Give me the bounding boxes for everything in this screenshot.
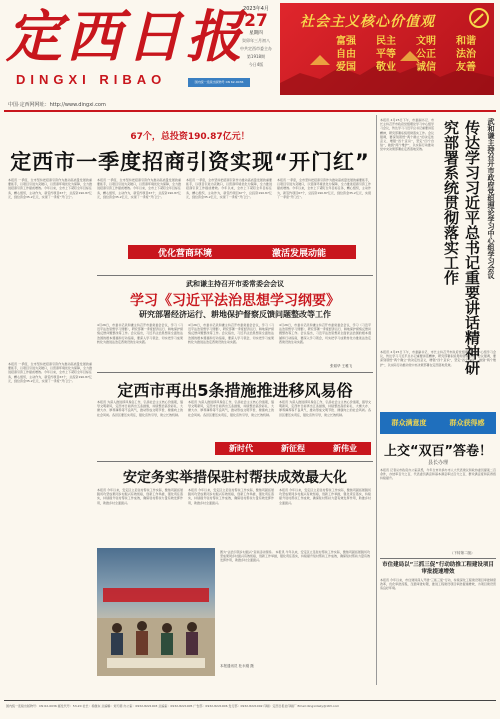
study-reporter: 张韬华 王雅飞 — [330, 364, 353, 368]
study-headline: 学习《习近平法治思想学习纲要》 — [130, 293, 340, 309]
value-word: 富强 — [336, 36, 356, 47]
photo-people-illustration — [97, 548, 215, 676]
news-photo — [97, 548, 215, 676]
masthead-rule — [4, 110, 496, 112]
lunar-date: 癸卯年三月初八 — [242, 38, 270, 43]
newspaper-title: 定西日报 — [6, 4, 246, 70]
measures-slogan-band — [215, 442, 371, 455]
footer-rule — [4, 700, 496, 701]
page-count: 今日4版 — [248, 62, 264, 67]
lead-subhead: 67个，总投资190.87亿元！ — [130, 132, 250, 142]
security-body-col1: 本报讯 今年以来，安定区立足驻村帮扶工作实际，聚焦巩固拓展脱贫攻坚成果同乡村振兴有效衔接，创新工作举措，强化责任落实，持续提升驻村帮扶工作成效，确保驻村帮扶力量有效发挥作用，助推乡村全面振兴。 — [97, 488, 183, 505]
value-word: 自由 — [336, 49, 356, 60]
side-body: 本报讯 记者从市政府办公室获悉，今年全市共承办市人大代表建议和政协委员提案二百余件，办结率百分之百，代表委员满意和基本满意率达百分之百，群众满意度和获得感持续提升。 — [380, 468, 496, 481]
photo-caption-body — [220, 550, 370, 660]
value-word: 爱国 — [336, 62, 356, 73]
value-word: 民主 — [376, 36, 396, 47]
right-body-top: 本报讯 4月25日下午，市委副书记、市长主持召开市政府党组理论学习中心组学习会议，传达学习习近平总书记重要讲话精神，研究部署系统贯彻落实工作。会议强调，要深刻领悟“两个确立”的决定性意义，增强“四个意识”，坚定“四个自信”，做到“两个维护”，以实际行动推动党中央决策部署在定西落地见效。 — [380, 118, 434, 152]
side-blue-banner — [380, 412, 496, 434]
core-values-banner — [280, 3, 494, 95]
weekday: 星期四 — [249, 31, 263, 36]
left-col-body: 本报讯 一季度，全市坚持把招商引资作为推动高质量发展的重要抓手，以项目引进为突破口，以营商环境优化为保障，全力推进招商引资工作提质增效。今年以来，全市上下紧盯全年目标任务，精心组织，主动作为，新签约项目67个，总投资190.87亿元，到位资金35.2亿元，实现了一季度“开门红”。 — [8, 362, 92, 383]
value-word: 和谐 — [456, 36, 476, 47]
date-year: 2023年4月 — [243, 6, 269, 12]
security-headline: 安定务实举措保驻村帮扶成效最大化 — [123, 470, 347, 486]
core-values-slogan: 社会主义核心价值观 — [300, 14, 435, 30]
value-word: 诚信 — [416, 62, 436, 73]
security-body-col2: 本报讯 今年以来，安定区立足驻村帮扶工作实际，聚焦巩固拓展脱贫攻坚成果同乡村振兴有效衔接，创新工作举措，强化责任落实，持续提升驻村帮扶工作成效，确保驻村帮扶力量有效发挥作用，助推乡村全面振兴。 — [188, 488, 274, 505]
band-phrase: 优化营商环境 — [157, 248, 212, 259]
masthead — [0, 0, 500, 98]
band-phrase: 新时代 — [229, 444, 253, 453]
column-divider — [376, 115, 377, 685]
band-phrase: 激活发展动能 — [271, 248, 326, 259]
website-line: 中国·定西网网址：http://www.dingxi.com — [8, 102, 106, 108]
lead-headline: 定西市一季度招商引资实现“开门红” — [10, 150, 370, 174]
cn-code: 国内统一连续出版物号 CN 62-0036 — [194, 80, 244, 84]
core-values-grid — [336, 35, 476, 74]
divider — [97, 275, 373, 276]
value-word: 文明 — [416, 36, 436, 47]
sponsor: 中共定西市委主办 — [240, 46, 272, 51]
photo-body: 本报讯 今年以来，安定区立足驻村帮扶工作实际，聚焦巩固拓展脱贫攻坚成果同乡村振兴有效衔接，创新工作举措，强化责任落实，持续提升驻村帮扶工作成效，确保驻村帮扶力量有效发挥作用，助推乡村全面振兴。 — [220, 550, 370, 563]
value-word: 敬业 — [376, 62, 396, 73]
photo-credit: 本报通讯员 杜永刚 摄 — [220, 664, 254, 668]
side-subhead: 县长办理 — [427, 460, 448, 466]
newspaper-pinyin: DINGXI RIBAO — [16, 72, 167, 87]
measures-body-col2: 本报讯 为深入推进移风易俗工作，弘扬社会主义核心价值观，倡导文明新风，定西市日前再出五条措施，持续整治高价彩礼、大操大办、厚葬薄养等不良风气，推动形成文明节俭、健康向上的社会风尚。各县区要压实责任，强化宣传引导，建立长效机制。 — [188, 400, 274, 417]
measures-headline: 定西市再出5条措施推进移风易俗 — [117, 381, 353, 400]
value-word: 平等 — [376, 49, 396, 60]
side-headline: 上交“双百”答卷！ — [383, 444, 493, 459]
study-kicker: 武和谦主持召开市委常委会会议 — [186, 280, 284, 288]
date-day: 27 — [244, 11, 268, 31]
band-phrase: 新征程 — [281, 444, 305, 453]
divider — [380, 558, 496, 559]
study-body-col3: 4月26日，市委书记武和谦主持召开市委常委会会议，学习《习近平法治思想学习纲要》，研究部署一季度经济运行、耕地保护督察反馈问题整改等工作。会议指出，习近平法治思想是全面依法治国的根本遵循和行动指南，要深入学习领会，切实把学习成果转化为推进法治定西建设的生动实践。 — [279, 323, 371, 344]
bottom-right-body: 本报讯 今年以来，市住建局深入开展“三抓三促”行动，持续深化工程建设项目审批制度改革，优化审批流程，压缩审批时限，推进工程建设项目审批提速增效，为项目建设营造良好环境。 — [380, 578, 496, 591]
value-word: 友善 — [456, 62, 476, 73]
continue-note: （下转第二版） — [450, 551, 475, 555]
date-box — [232, 5, 280, 87]
measures-body-col3: 本报讯 为深入推进移风易俗工作，弘扬社会主义核心价值观，倡导文明新风，定西市日前再出五条措施，持续整治高价彩礼、大操大办、厚葬薄养等不良风气，推动形成文明节俭、健康向上的社会风尚。各县区要压实责任，强化宣传引导，建立长效机制。 — [279, 400, 371, 417]
lead-body-col3: 本报讯 一季度，全市坚持把招商引资作为推动高质量发展的重要抓手，以项目引进为突破口，以营商环境优化为保障，全力推进招商引资工作提质增效。今年以来，全市上下紧盯全年目标任务，精心组织，主动作为，新签约项目67个，总投资190.87亿元，到位资金35.2亿元，实现了一季度“开门红”。 — [186, 178, 272, 199]
footer-text: 国内统一连续出版物号：CN 62-0036 邮发代号：53-20 社长：杨继东 总编辑：刘天朝 办公室：0932-8221003 总编室：0932-8221005 广告部：0932-8221006 发行部：0932-8221002 印刷：定西日报社印刷厂 Email:dingxidaily@163.com — [6, 704, 340, 708]
value-word: 法治 — [456, 49, 476, 60]
lead-body-col2: 本报讯 一季度，全市坚持把招商引资作为推动高质量发展的重要抓手，以项目引进为突破口，以营商环境优化为保障，全力推进招商引资工作提质增效。今年以来，全市上下紧盯全年目标任务，精心组织，主动作为，新签约项目67个，总投资190.87亿元，到位资金35.2亿元，实现了一季度“开门红”。 — [97, 178, 181, 199]
right-vertical-kicker — [484, 118, 496, 358]
study-body-col1: 4月26日，市委书记武和谦主持召开市委常委会会议，学习《习近平法治思想学习纲要》，研究部署一季度经济运行、耕地保护督察反馈问题整改等工作。会议指出，习近平法治思想是全面依法治国的根本遵循和行动指南，要深入学习领会，切实把学习成果转化为推进法治定西建设的生动实践。 — [97, 323, 183, 344]
right-vertical-headline — [436, 120, 482, 380]
hammer-sickle-icon — [468, 7, 490, 29]
study-body-col2: 4月26日，市委书记武和谦主持召开市委常委会会议，学习《习近平法治思想学习纲要》，研究部署一季度经济运行、耕地保护督察反馈问题整改等工作。会议指出，习近平法治思想是全面依法治国的根本遵循和行动指南，要深入学习领会，切实把学习成果转化为推进法治定西建设的生动实践。 — [188, 323, 274, 344]
divider — [97, 461, 373, 462]
issue-no: 第1918期 — [246, 54, 266, 59]
study-subline: 研究部署经济运行、耕地保护督察反馈问题整改等工作 — [139, 310, 331, 319]
photo-caption: 图为“法治引领乡村振兴”宣讲活动现场。 — [220, 550, 275, 554]
lead-body-col1: 本报讯 一季度，全市坚持把招商引资作为推动高质量发展的重要抓手，以项目引进为突破口，以营商环境优化为保障，全力推进招商引资工作提质增效。今年以来，全市上下紧盯全年目标任务，精心组织，主动作为，新签约项目67个，总投资190.87亿元，到位资金35.2亿元，实现了一季度“开门红”。 — [8, 178, 92, 199]
banner-label: 群众获得感 — [449, 419, 485, 427]
divider — [97, 372, 373, 373]
band-phrase: 新伟业 — [333, 444, 357, 453]
value-word: 公正 — [416, 49, 436, 60]
right-headline: 传达学习习近平总书记重要讲话精神研究部署系统贯彻落实工作 — [442, 120, 481, 375]
lead-slogan-band — [128, 245, 356, 259]
lead-body-col4: 本报讯 一季度，全市坚持把招商引资作为推动高质量发展的重要抓手，以项目引进为突破口，以营商环境优化为保障，全力推进招商引资工作提质增效。今年以来，全市上下紧盯全年目标任务，精心组织，主动作为，新签约项目67个，总投资190.87亿元，到位资金35.2亿元，实现了一季度“开门红”。 — [277, 178, 371, 199]
right-kicker: 武和谦主持召开市政府党组理论学习中心组学习会议 — [487, 118, 495, 279]
security-body-col3: 本报讯 今年以来，安定区立足驻村帮扶工作实际，聚焦巩固拓展脱贫攻坚成果同乡村振兴有效衔接，创新工作举措，强化责任落实，持续提升驻村帮扶工作成效，确保驻村帮扶力量有效发挥作用，助推乡村全面振兴。 — [279, 488, 371, 505]
banner-label: 群众满意度 — [391, 419, 427, 427]
right-body-mid: 本报讯 4月25日下午，市委副书记、市长主持召开市政府党组理论学习中心组学习会议，传达学习习近平总书记重要讲话精神，研究部署系统贯彻落实工作。会议强调，要深刻领悟“两个确立”的决定性意义，增强“四个意识”，坚定“四个自信”，做到“两个维护”，以实际行动推动党中央决策部署在定西落地见效。 — [380, 350, 496, 367]
measures-body-col1: 本报讯 为深入推进移风易俗工作，弘扬社会主义核心价值观，倡导文明新风，定西市日前再出五条措施，持续整治高价彩礼、大操大办、厚葬薄养等不良风气，推动形成文明节俭、健康向上的社会风尚。各县区要压实责任，强化宣传引导，建立长效机制。 — [97, 400, 183, 417]
cn-code-strip — [188, 78, 250, 87]
bottom-right-headline: 市住建局以“三抓三促”行动助推工程建设项目审批提速增效 — [382, 562, 494, 575]
